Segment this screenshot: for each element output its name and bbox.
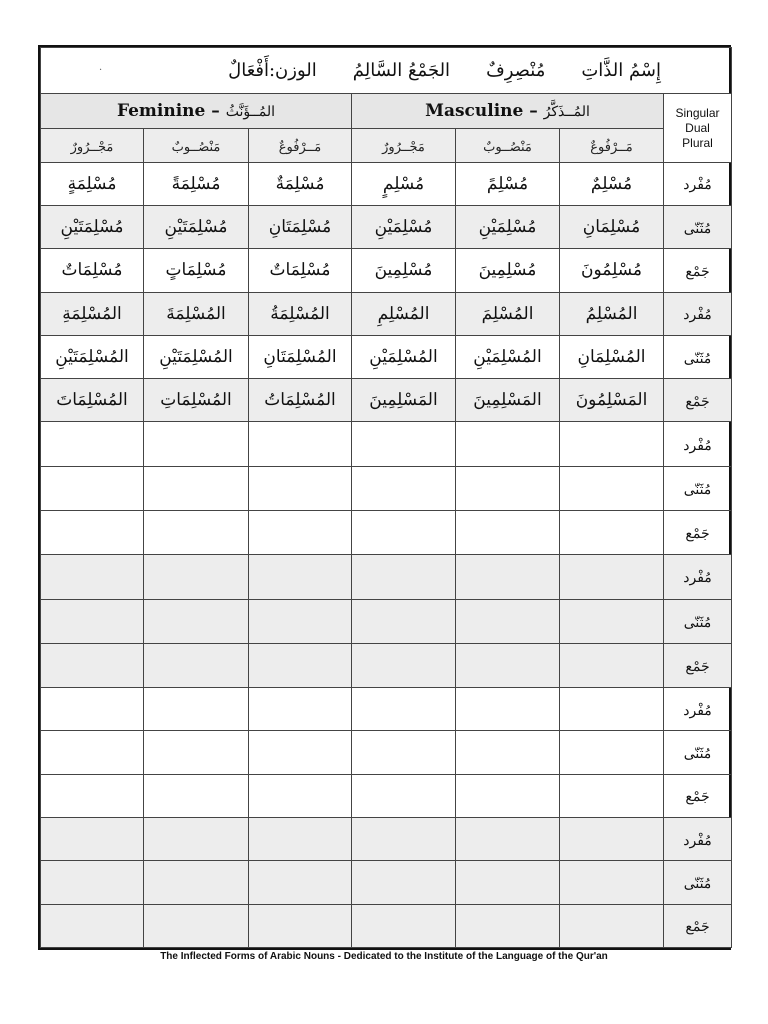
row-label-text: مُثَنّى [683, 481, 712, 498]
inflection-cell [456, 643, 560, 687]
row-label-text: مُثَنّى [683, 350, 712, 367]
row-label-text: مُفْرد [683, 570, 712, 587]
inflected-form: مُسْلِمَاتٌ [61, 260, 123, 281]
table-row [41, 292, 732, 335]
inflection-cell [560, 774, 664, 817]
inflection-cell [41, 162, 144, 205]
inflection-cell [249, 466, 352, 510]
number-row-label [664, 861, 732, 904]
title-line [41, 60, 731, 81]
inflection-cell [41, 731, 144, 774]
row-label-text: جَمْع [685, 263, 710, 280]
inflection-cell [560, 162, 664, 205]
number-row-label [664, 688, 732, 731]
inflection-cell [560, 555, 664, 599]
number-row-label [664, 904, 732, 947]
inflection-cell [144, 335, 249, 378]
inflection-cell [560, 249, 664, 292]
row-label-text: مُفْرد [683, 832, 712, 849]
inflection-cell [249, 206, 352, 249]
inflection-cell [456, 599, 560, 643]
inflection-cell [249, 422, 352, 466]
inflection-cell [456, 904, 560, 947]
table-row [41, 510, 732, 554]
inflection-cell [352, 904, 456, 947]
inflection-cell [352, 643, 456, 687]
inflection-cell [249, 379, 352, 422]
table-row [41, 206, 732, 249]
inflected-form: المُسْلِمِ [377, 303, 430, 324]
case-majrur-masc: مَجْــرُورٌ [382, 139, 425, 155]
inflected-form: مُسْلِمٍ [382, 173, 425, 194]
inflection-cell [456, 379, 560, 422]
inflection-cell [249, 162, 352, 205]
inflection-cell [352, 861, 456, 904]
inflection-cell [560, 510, 664, 554]
inflection-cell [144, 555, 249, 599]
label-dual: Dual [685, 120, 710, 135]
number-row-label [664, 162, 732, 205]
title-row [41, 48, 732, 94]
case-mansub-fem: مَنْصُــوبٌ [171, 139, 221, 155]
number-row-label [664, 817, 732, 860]
inflected-form: المُسْلِمَيْنِ [473, 347, 542, 367]
gender-header-row [41, 94, 732, 128]
row-label-text: مُثَنّى [683, 746, 712, 763]
inflection-cell [41, 599, 144, 643]
inflection-cell [144, 599, 249, 643]
inflected-form: المُسْلِمَتَيْنِ [159, 347, 233, 367]
inflection-cell [144, 904, 249, 947]
inflected-form: المُسْلِمَتَانِ [263, 347, 337, 367]
row-label-text: جَمْع [685, 658, 710, 675]
number-row-label [664, 292, 732, 335]
inflection-cell [41, 774, 144, 817]
footer-caption: The Inflected Forms of Arabic Nouns - Dedicated to the Institute of the Language of the Qur'an [160, 951, 608, 962]
inflection-cell [144, 688, 249, 731]
inflection-cell [41, 379, 144, 422]
row-label-text: جَمْع [685, 526, 710, 543]
inflection-cell [456, 335, 560, 378]
inflection-cell [41, 292, 144, 335]
inflection-cell [456, 774, 560, 817]
inflection-cell [456, 249, 560, 292]
inflection-cell [249, 510, 352, 554]
inflection-cell [352, 292, 456, 335]
inflection-cell [249, 249, 352, 292]
number-row-label [664, 466, 732, 510]
number-row-label [664, 643, 732, 687]
inflection-cell [41, 422, 144, 466]
inflected-form: مُسْلِمَةٍ [67, 173, 117, 194]
row-label-text: جَمْع [685, 789, 710, 806]
inflection-cell [249, 861, 352, 904]
table-row [41, 904, 732, 947]
table-row [41, 249, 732, 292]
inflected-form: المُسْلِمَانِ [577, 347, 646, 367]
inflection-cell [560, 422, 664, 466]
inflection-cell [41, 335, 144, 378]
inflection-cell [352, 249, 456, 292]
inflection-cell [144, 643, 249, 687]
inflection-cell [352, 162, 456, 205]
inflected-form: المُسْلِمُ [585, 303, 638, 324]
inflection-cell [456, 510, 560, 554]
table-row [41, 817, 732, 860]
inflection-cell [249, 292, 352, 335]
noun-inflection-sheet [38, 45, 731, 950]
inflection-cell [249, 599, 352, 643]
inflection-cell [249, 904, 352, 947]
inflected-form: مُسْلِمَةٌ [275, 173, 325, 194]
inflection-cell [41, 904, 144, 947]
table-row [41, 162, 732, 205]
inflection-cell [456, 817, 560, 860]
inflected-form: المُسْلِمَةَ [166, 303, 226, 324]
inflection-cell [249, 335, 352, 378]
inflection-cell [352, 206, 456, 249]
inflection-cell [41, 249, 144, 292]
inflected-form: المُسْلِمَيْنِ [369, 347, 438, 367]
number-row-label [664, 422, 732, 466]
inflected-form: المُسْلِمَاتُ [264, 390, 336, 411]
inflected-form: مُسْلِمَةً [171, 173, 221, 194]
inflection-cell [144, 292, 249, 335]
table-row [41, 335, 732, 378]
inflection-cell [560, 466, 664, 510]
case-majrur-fem: مَجْــرُورٌ [70, 139, 114, 155]
inflection-cell [249, 688, 352, 731]
inflection-cell [352, 379, 456, 422]
number-row-label [664, 206, 732, 249]
inflection-cell [41, 555, 144, 599]
inflection-cell [560, 861, 664, 904]
inflection-cell [41, 688, 144, 731]
number-row-label [664, 335, 732, 378]
row-label-text: مُفْرد [683, 702, 712, 719]
inflection-cell [41, 817, 144, 860]
number-row-label [664, 599, 732, 643]
table-row [41, 861, 732, 904]
row-label-text: جَمْع [685, 919, 710, 936]
inflection-cell [352, 688, 456, 731]
inflection-cell [249, 555, 352, 599]
inflection-cell [144, 817, 249, 860]
table-row [41, 643, 732, 687]
inflection-cell [352, 422, 456, 466]
row-label-text: مُفْرد [683, 437, 712, 454]
inflection-cell [560, 817, 664, 860]
table-row [41, 599, 732, 643]
row-label-text: مُثَنّى [683, 875, 712, 892]
inflection-cell [144, 466, 249, 510]
inflected-form: مُسْلِمَيْنِ [478, 217, 537, 238]
number-row-label [664, 379, 732, 422]
inflection-cell [144, 206, 249, 249]
table-row [41, 379, 732, 422]
inflection-cell [144, 731, 249, 774]
inflection-cell [560, 292, 664, 335]
inflected-form: مُسْلِمَيْنِ [374, 217, 433, 238]
inflection-cell [41, 510, 144, 554]
inflection-cell [456, 422, 560, 466]
inflection-cell [41, 206, 144, 249]
inflection-cell [560, 599, 664, 643]
inflected-form: مُسْلِمُونَ [581, 260, 642, 281]
feminine-ar: المُــؤَنَّثُ [225, 103, 276, 120]
inflection-cell [352, 466, 456, 510]
inflection-cell [144, 249, 249, 292]
inflected-form: مُسْلِمٌ [590, 173, 633, 194]
inflection-cell [456, 861, 560, 904]
inflection-cell [249, 731, 352, 774]
title-ism: إِسْمُ الذَّاتِ [581, 60, 662, 82]
inflected-form: مُسْلِمَانِ [582, 217, 641, 238]
inflected-form: المُسْلِمَتَيْنِ [55, 347, 129, 367]
inflection-cell [41, 861, 144, 904]
inflected-form: مُسْلِمِينَ [478, 260, 537, 281]
inflected-form: المَسْلِمِينَ [369, 390, 438, 411]
inflection-cell [456, 466, 560, 510]
inflected-form: المُسْلِمَ [481, 303, 534, 324]
number-label-cell [664, 94, 732, 162]
inflection-cell [144, 379, 249, 422]
inflected-form: مُسْلِمَتَيْنِ [164, 217, 228, 238]
row-label-text: جَمْع [685, 393, 710, 410]
inflection-cell [352, 731, 456, 774]
inflection-cell [456, 731, 560, 774]
table-row [41, 466, 732, 510]
label-plural: Plural [682, 135, 713, 150]
inflection-cell [249, 643, 352, 687]
inflection-cell [560, 643, 664, 687]
inflected-form: المَسْلِمُونَ [575, 390, 648, 411]
title-munsarif: مُنْصِرِفٌ [486, 60, 546, 82]
inflection-cell [352, 555, 456, 599]
inflected-form: المُسْلِمَاتَ [56, 390, 128, 411]
inflection-cell [41, 643, 144, 687]
inflection-cell [352, 599, 456, 643]
inflected-form: مُسْلِمَتَيْنِ [60, 217, 124, 238]
inflected-form: مُسْلِمَاتٍ [165, 260, 227, 281]
label-singular: Singular [675, 105, 720, 120]
number-row-label [664, 774, 732, 817]
inflection-cell [560, 731, 664, 774]
table-row [41, 688, 732, 731]
inflected-form: مُسْلِمً [486, 173, 529, 194]
inflection-cell [560, 904, 664, 947]
table-row [41, 731, 732, 774]
title-jam: الجَمْعُ السَّالِمُ [352, 60, 451, 82]
inflection-cell [456, 555, 560, 599]
number-row-label [664, 510, 732, 554]
table-row [41, 422, 732, 466]
inflection-cell [456, 688, 560, 731]
inflection-cell [249, 817, 352, 860]
inflection-cell [41, 466, 144, 510]
inflection-cell [456, 292, 560, 335]
case-marfu-fem: مَــرْفُوعٌ [278, 139, 322, 155]
inflection-cell [249, 774, 352, 817]
inflection-cell [144, 162, 249, 205]
row-label-text: مُفْرد [683, 177, 712, 194]
row-label-text: مُثَنّى [683, 614, 712, 631]
inflection-cell [144, 774, 249, 817]
table-row [41, 555, 732, 599]
title-wazn: الوزن:أَفْعَالٌ [228, 60, 317, 82]
row-label-text: مُفْرد [683, 307, 712, 324]
inflected-form: مُسْلِمَتَانِ [268, 217, 332, 238]
inflected-form: مُسْلِمَاتٌ [269, 260, 331, 281]
inflected-form: مُسْلِمِينَ [374, 260, 433, 281]
inflection-table [40, 47, 732, 948]
inflection-cell [456, 206, 560, 249]
feminine-header [41, 94, 352, 128]
case-mansub-masc: مَنْصُــوبٌ [483, 139, 532, 155]
inflection-cell [144, 510, 249, 554]
inflection-cell [560, 688, 664, 731]
inflection-cell [456, 162, 560, 205]
row-label-text: مُثَنّى [683, 220, 712, 237]
inflection-cell [352, 774, 456, 817]
inflection-cell [352, 335, 456, 378]
feminine-en: Feminine – [116, 100, 220, 121]
number-row-label [664, 731, 732, 774]
case-header-row [41, 128, 732, 162]
inflected-form: المُسْلِمَةِ [62, 303, 122, 324]
inflection-cell [352, 817, 456, 860]
number-row-label [664, 555, 732, 599]
inflection-cell [560, 379, 664, 422]
table-row [41, 774, 732, 817]
masculine-header [352, 94, 664, 128]
masculine-ar: المُــذَكَّرُ [543, 103, 590, 120]
inflection-cell [560, 206, 664, 249]
inflection-cell [352, 510, 456, 554]
inflection-cell [560, 335, 664, 378]
inflection-cell [144, 422, 249, 466]
inflection-cell [144, 861, 249, 904]
inflected-form: المُسْلِمَاتِ [160, 390, 232, 411]
masculine-en: Masculine – [425, 100, 538, 121]
case-marfu-masc: مَــرْفُوعٌ [590, 139, 633, 155]
number-row-label [664, 249, 732, 292]
title-dot: · [98, 65, 103, 77]
inflected-form: المَسْلِمِينَ [473, 390, 542, 411]
inflected-form: المُسْلِمَةُ [270, 303, 330, 324]
